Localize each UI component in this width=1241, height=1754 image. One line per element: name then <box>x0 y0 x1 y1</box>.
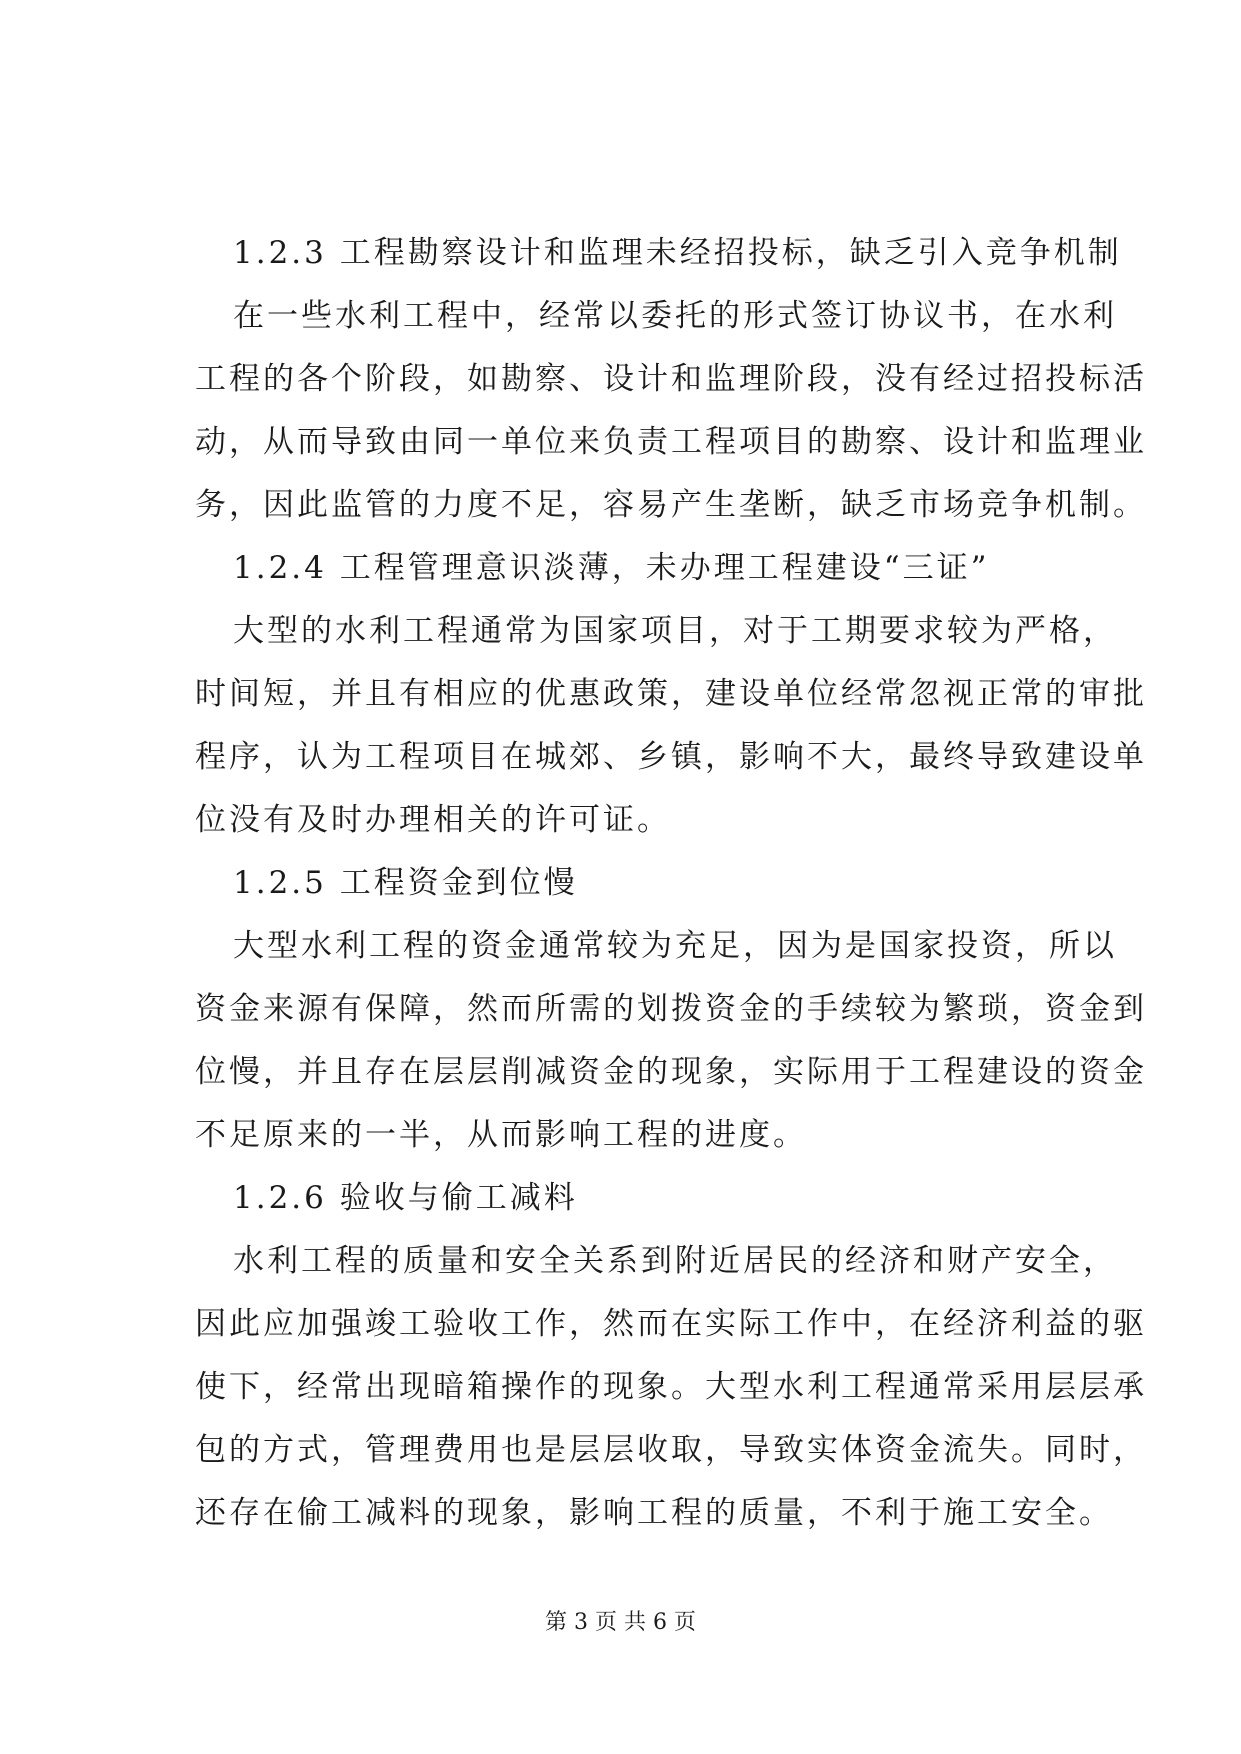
paragraph-line: 大型水利工程的资金通常较为充足，因为是国家投资，所以 <box>233 928 1117 964</box>
paragraph-line: 时间短，并且有相应的优惠政策，建设单位经常忽视正常的审批 <box>195 676 1147 712</box>
section-heading: 1.2.6 验收与偷工减料 <box>233 1180 578 1216</box>
paragraph-line: 位慢，并且存在层层削减资金的现象，实际用于工程建设的资金 <box>195 1054 1147 1090</box>
paragraph-line: 务，因此监管的力度不足，容易产生垄断，缺乏市场竞争机制。 <box>195 487 1147 523</box>
paragraph-line: 工程的各个阶段，如勘察、设计和监理阶段，没有经过招投标活 <box>195 361 1147 397</box>
section-1-2-6 <box>195 1167 1147 1545</box>
paragraph-line: 在一些水利工程中，经常以委托的形式签订协议书，在水利 <box>233 298 1117 334</box>
section-heading: 1.2.5 工程资金到位慢 <box>233 865 578 901</box>
paragraph-line: 使下，经常出现暗箱操作的现象。大型水利工程通常采用层层承 <box>195 1369 1147 1405</box>
section-1-2-5 <box>195 852 1147 1167</box>
paragraph-line: 资金来源有保障，然而所需的划拨资金的手续较为繁琐，资金到 <box>195 991 1147 1027</box>
paragraph-line: 水利工程的质量和安全关系到附近居民的经济和财产安全， <box>233 1243 1117 1279</box>
paragraph-line: 位没有及时办理相关的许可证。 <box>195 802 671 838</box>
paragraph-line: 大型的水利工程通常为国家项目，对于工期要求较为严格， <box>233 613 1117 649</box>
document-body <box>195 222 1147 1545</box>
paragraph-line: 包的方式，管理费用也是层层收取，导致实体资金流失。同时， <box>195 1432 1147 1468</box>
section-1-2-4 <box>195 537 1147 852</box>
paragraph-line: 程序，认为工程项目在城郊、乡镇，影响不大，最终导致建设单 <box>195 739 1147 775</box>
section-heading: 1.2.4 工程管理意识淡薄，未办理工程建设“三证” <box>233 550 990 586</box>
paragraph-line: 不足原来的一半，从而影响工程的进度。 <box>195 1117 807 1153</box>
section-1-2-3 <box>195 222 1147 537</box>
paragraph-line: 动，从而导致由同一单位来负责工程项目的勘察、设计和监理业 <box>195 424 1147 460</box>
paragraph-line: 还存在偷工减料的现象，影响工程的质量，不利于施工安全。 <box>195 1495 1113 1531</box>
page-footer: 第 3 页 共 6 页 <box>545 1610 696 1635</box>
paragraph-line: 因此应加强竣工验收工作，然而在实际工作中，在经济利益的驱 <box>195 1306 1147 1342</box>
section-heading: 1.2.3 工程勘察设计和监理未经招投标，缺乏引入竞争机制 <box>233 235 1122 271</box>
